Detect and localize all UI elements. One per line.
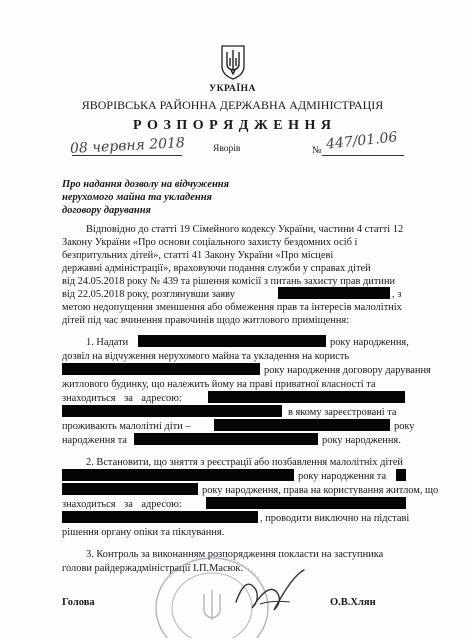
signature-title: Голова [62, 597, 95, 608]
redacted-address [206, 497, 406, 509]
subject-line: нерухомого майна та укладення [62, 192, 212, 203]
redacted-name [62, 469, 294, 481]
item1-text: проживають малолітні діти – [62, 421, 191, 432]
number-underline [322, 155, 404, 156]
item1-text: в якому зареєстровані та [288, 407, 397, 418]
item2-text: знаходиться за адресою: [62, 499, 182, 510]
number-handwritten: 447/01.06 [325, 129, 399, 153]
item1-text: року [394, 421, 415, 432]
preamble-line: Закону України «Про основи соціального захисту бездомних осіб і [62, 237, 358, 248]
preamble-line: Відповідно до статті 19 Сімейного кодексу України, частини 4 статті 12 [86, 224, 404, 235]
preamble-line: державні адміністрації», враховуючи подання служби у справах дітей [62, 263, 371, 274]
subject-block [62, 178, 229, 217]
number-prefix: № [312, 145, 322, 156]
preamble-line: безпритульних дітей», статті 41 Закону України «Про місцеві [62, 250, 334, 261]
item2-text: року народження, права на користування житлом, що [202, 485, 439, 496]
item1-text: року народження. [322, 435, 401, 446]
item2-text: 2. Встановити, що зняття з реєстрації або позбавлення малолітніх дітей [86, 457, 403, 468]
item1-text: 1. Надати [86, 337, 129, 348]
item1-text: народження та [62, 435, 127, 446]
redacted-name [62, 363, 260, 375]
preamble-line: дітей під час вчинення правочинів щодо житлового приміщення: [62, 315, 350, 326]
authority-title: ЯВОРІВСЬКА РАЙОННА ДЕРЖАВНА АДМІНІСТРАЦІЯ [81, 98, 384, 112]
redacted-name [62, 483, 198, 495]
item3-text: голови райдержадміністрації І.П.Масюк. [62, 563, 244, 574]
country-title: УКРАЇНА [209, 84, 256, 94]
subject-line: Про надання дозволу на відчуження [62, 179, 230, 190]
preamble-line: , з [392, 289, 402, 300]
preamble-line: від 24.05.2018 року № 439 та рішення комісії з питань захисту прав дитини [62, 276, 396, 287]
redacted-name [278, 287, 390, 299]
redacted-address [62, 511, 258, 523]
date-handwritten: 08 червня 2018 [69, 135, 186, 157]
item1-text: року народження, [330, 337, 409, 348]
item2-text: рішення органу опіки та піклування. [62, 527, 225, 538]
item2-text: року народження та [298, 471, 387, 482]
redacted-name [134, 433, 318, 445]
redacted-name [138, 335, 326, 347]
item1-text: знаходиться за адресою: [62, 393, 182, 404]
date-underline [72, 155, 182, 156]
redacted-address [208, 391, 405, 403]
item2-text: , проводити виключно на підставі [260, 513, 410, 524]
preamble-line: від 22.05.2018 року, розглянувши заяву [62, 289, 235, 300]
item1-text: житлового будинку, що належить йому на праві приватної власності та [62, 379, 376, 390]
redacted-address [62, 405, 282, 417]
place-label: Яворів [213, 144, 241, 154]
item1-text: дозвіл на відчуження нерухомого майна та укладення на користь [62, 351, 350, 362]
document-type: Р О З П О Р Я Д Ж Е Н Н Я [133, 118, 332, 133]
redacted-name [214, 419, 390, 431]
item3-text: 3. Контроль за виконанням розпорядження покласти на заступника [86, 549, 384, 560]
redacted-name [396, 469, 406, 481]
subject-line: договору дарування [62, 205, 151, 216]
signatory-name: О.В.Хлян [330, 597, 376, 608]
handwritten-signature-icon [230, 560, 310, 620]
item1-text: року народження договору дарування [264, 365, 431, 376]
trident-emblem-icon [220, 44, 246, 80]
preamble-line: метою недопущення зменшення або обмеження прав та інтересів малолітніх [62, 302, 402, 313]
